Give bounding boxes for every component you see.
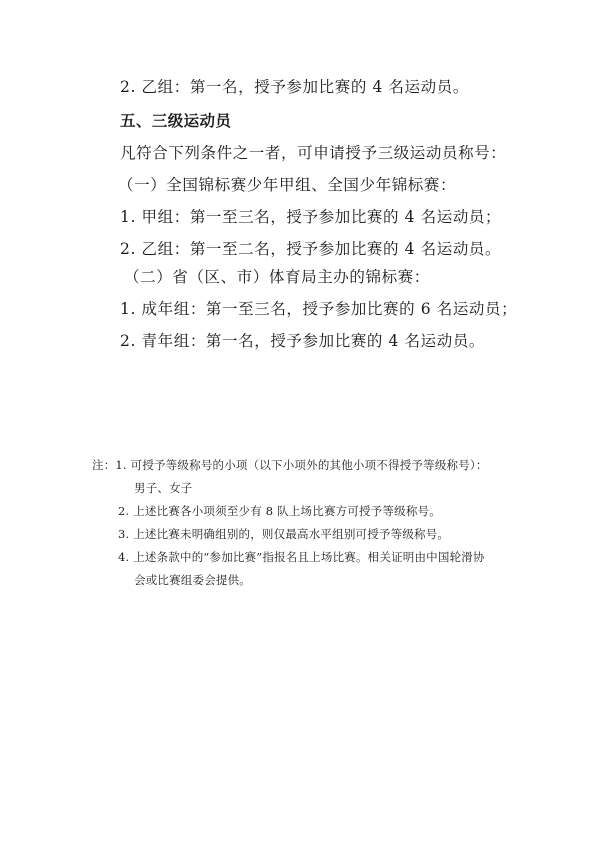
group-one-item-two: 2. 乙组：第一至二名，授予参加比赛的 4 名运动员。 <box>120 240 502 258</box>
note-one-line-one: 注：1. 可授予等级称号的小项（以下小项外的其他小项不得授予等级称号）： <box>92 458 488 472</box>
note-four-line-one: 4. 上述条款中的“参加比赛”指报名且上场比赛。相关证明由中国轮滑协 <box>118 550 485 564</box>
note-one-line-two: 男子、女子 <box>134 481 193 495</box>
group-two-item-one: 1. 成年组：第一至三名，授予参加比赛的 6 名运动员； <box>120 300 518 318</box>
note-three: 3. 上述比赛未明确组别的，则仅最高水平组别可授予等级称号。 <box>118 527 450 541</box>
note-two: 2. 上述比赛各小项须至少有 8 队上场比赛方可授予等级称号。 <box>118 504 441 518</box>
group-two-title: （二）省（区、市）体育局主办的锦标赛： <box>124 268 430 286</box>
note-four-line-two: 会或比赛组委会提供。 <box>134 573 251 587</box>
group-one-title: （一）全国锦标赛少年甲组、全国少年锦标赛： <box>118 176 457 194</box>
section-intro: 凡符合下列条件之一者，可申请授予三级运动员称号： <box>120 144 507 162</box>
group-two-item-two: 2. 青年组：第一名，授予参加比赛的 4 名运动员。 <box>120 332 486 350</box>
line-group-b-first-place: 2. 乙组：第一名，授予参加比赛的 4 名运动员。 <box>120 78 469 96</box>
section-five-title: 五、三级运动员 <box>120 112 232 130</box>
group-one-item-one: 1. 甲组：第一至三名，授予参加比赛的 4 名运动员； <box>120 208 502 226</box>
